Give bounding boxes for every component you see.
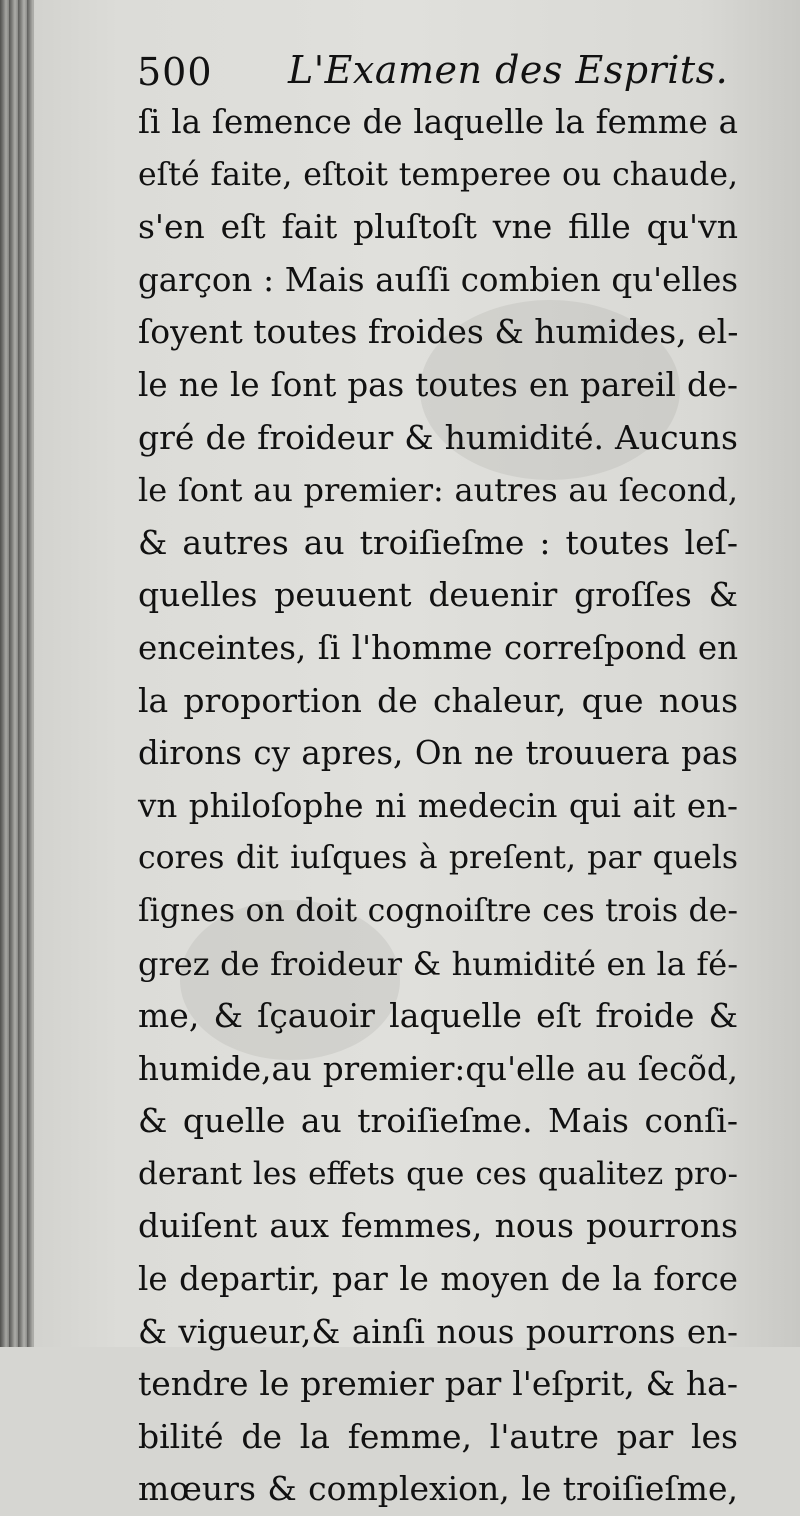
- text-line: enceintes, ſi l'homme correſpond en: [138, 628, 738, 667]
- text-line: me, & ſçauoir laquelle eſt froide &: [138, 996, 738, 1036]
- text-line: mœurs & complexion, le troiſieſme,: [138, 1469, 738, 1509]
- page-number: 500: [137, 50, 213, 94]
- text-line: eſté faite, eſtoit temperee ou chaude,: [138, 156, 738, 193]
- text-line: gré de froideur & humidité. Aucuns: [138, 417, 738, 457]
- text-line: quelles peuuent deuenir groſſes &: [138, 575, 738, 615]
- text-line: ſignes on doit cognoiſtre ces trois de-: [138, 892, 738, 929]
- text-line: la proportion de chaleur, que nous: [138, 680, 738, 720]
- text-line: cores dit iuſques à preſent, par quels: [138, 840, 738, 877]
- text-line: garçon : Mais auſſi combien qu'elles: [138, 260, 738, 299]
- text-line: duiſent aux femmes, nous pourrons: [138, 1206, 738, 1246]
- text-line: bilité de la femme, l'autre par les: [138, 1416, 738, 1456]
- text-line: & vigueur,& ainſi nous pourrons en-: [138, 1312, 738, 1351]
- text-line: ſoyent toutes froides & humides, el-: [138, 312, 739, 352]
- text-line: derant les effets que ces qualitez pro-: [138, 1155, 738, 1192]
- text-line: le ſont au premier: autres au ſecond,: [138, 471, 738, 510]
- text-line: s'en eſt fait pluſtoſt vne fille qu'vn: [138, 207, 738, 247]
- body-text: [138, 96, 738, 1516]
- text-line: dirons cy apres, On ne trouuera pas: [138, 734, 738, 773]
- text-line: le ne le ſont pas toutes en pareil de-: [138, 365, 738, 404]
- text-line: ſi la ſemence de laquelle la femme a: [138, 103, 738, 141]
- text-line: grez de froideur & humidité en la fé-: [138, 944, 738, 983]
- text-line: & quelle au troiſieſme. Mais conſi-: [138, 1101, 738, 1141]
- text-line: tendre le premier par l'eſprit, & ha-: [138, 1364, 738, 1404]
- book-binding-edge: [0, 0, 34, 1347]
- text-line: vn philoſophe ni medecin qui ait en-: [138, 786, 738, 825]
- text-line: le departir, par le moyen de la force: [138, 1260, 738, 1299]
- text-line: & autres au troiſieſme : toutes leſ-: [138, 522, 738, 562]
- text-line: humide,au premier:qu'elle au ſecõd,: [138, 1049, 738, 1088]
- page-header: [0, 44, 800, 104]
- running-title: L'Examen des Esprits.: [288, 48, 729, 92]
